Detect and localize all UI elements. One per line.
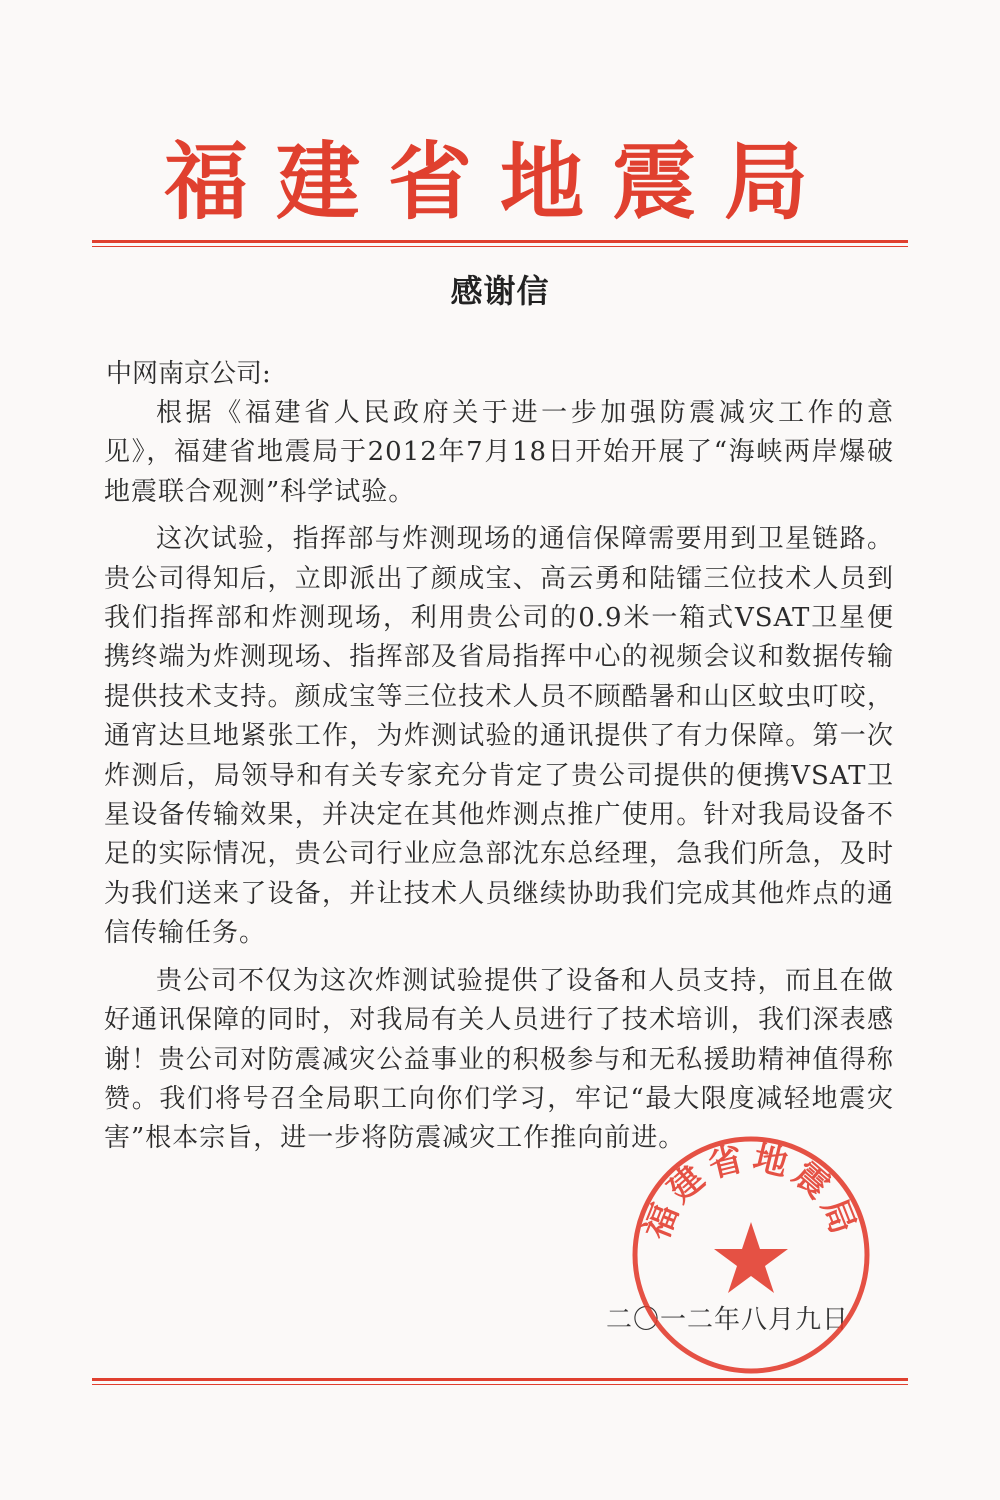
official-seal [626,1130,876,1380]
letterhead-organization: 福建省地震局 [163,132,836,231]
letter-title: 感谢信 [450,272,550,310]
letter-paragraph-3: 贵公司不仅为这次炸测试验提供了设备和人员支持，而且在做好通讯保障的同时，对我局有关人员进行了技术培训，我们深表感谢！贵公司对防震减灾公益事业的积极参与和无私援助精神值得称赞。我们将号召全局职工向你们学习，牢记“最大限度减轻地震灾害”根本宗旨，进一步将防震减灾工作推向前进。 [104,965,894,1154]
seal-text: 福建省地震局 [636,1137,866,1245]
letterhead-rule-thin [92,246,908,247]
letterhead-rule-thick [92,240,908,243]
letter-paragraph-2: 这次试验，指挥部与炸测现场的通信保障需要用到卫星链路。贵公司得知后，立即派出了颜成宝、高云勇和陆镭三位技术人员到我们指挥部和炸测现场，利用贵公司的0.9米一箱式VSAT卫星便携终端为炸测现场、指挥部及省局指挥中心的视频会议和数据传输提供技术支持。颜成宝等三位技术人员不顾酷暑和山区蚊虫叮咬，通宵达旦地紧张工作，为炸测试验的通讯提供了有力保障。第一次炸测后，局领导和有关专家充分肯定了贵公司提供的便携VSAT卫星设备传输效果，并决定在其他炸测点推广使用。针对我局设备不足的实际情况，贵公司行业应急部沈东总经理，急我们所急，及时为我们送来了设备，并让技术人员继续协助我们完成其他炸点的通信传输任务。 [104,524,894,949]
star-icon [714,1222,788,1293]
letter-date: 二〇一二年八月九日 [606,1305,850,1335]
letter-salutation: 中网南京公司: [106,359,271,389]
letter-paragraph-1: 根据《福建省人民政府关于进一步加强防震减灾工作的意见》，福建省地震局于2012年7月18日开始开展了“海峡两岸爆破地震联合观测”科学试验。 [104,398,894,507]
letter-body [104,394,894,1167]
footer-rule-thin [92,1384,908,1385]
